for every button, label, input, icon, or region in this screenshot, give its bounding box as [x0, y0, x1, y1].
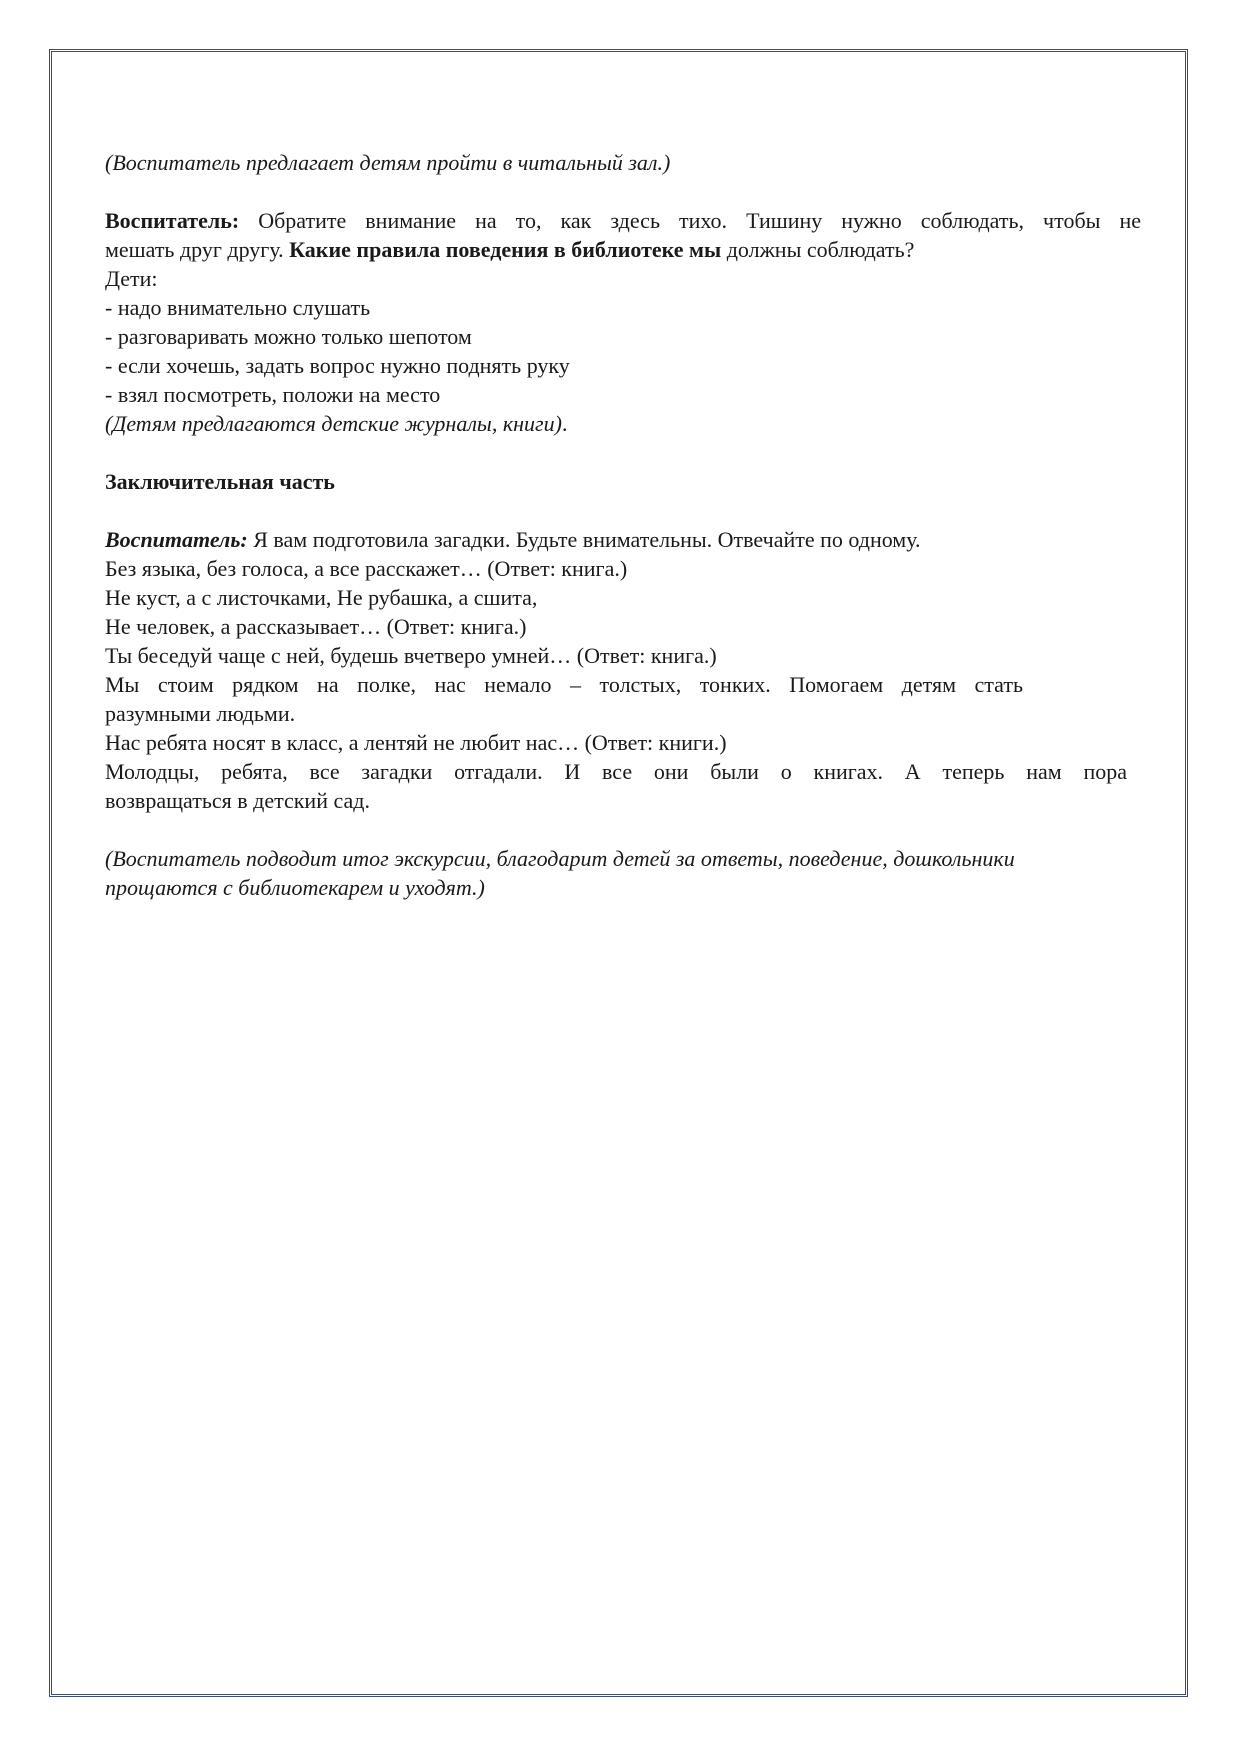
riddle-line: Мы стоим рядком на полке, нас немало – толстых, тонких. Помогаем детям стать — [105, 672, 1023, 697]
paragraph-text: Я вам подготовила загадки. Будьте внимательны. Отвечайте по одному. — [247, 527, 921, 552]
riddle-line: разумными людьми. — [105, 701, 296, 726]
stage-direction-text: (Детям предлагаются детские журналы, книги) — [105, 411, 562, 436]
paragraph-text: должны соблюдать? — [721, 237, 915, 262]
spacer — [105, 815, 1141, 844]
rule-item: - взял посмотреть, положи на место — [105, 382, 441, 407]
riddle-line: Нас ребята носят в класс, а лентяй не любит нас… (Ответ: книги.) — [105, 730, 727, 755]
speaker-label: Воспитатель: — [105, 208, 240, 233]
children-label: Дети: — [105, 266, 158, 291]
closing-line: возвращаться в детский сад. — [105, 788, 370, 813]
final-stage-direction-line-1: (Воспитатель подводит итог экскурсии, благодарит детей за ответы, поведение, дошкольники — [105, 846, 1015, 871]
paragraph-teacher-line-2 — [105, 235, 1141, 264]
stage-direction: (Воспитатель предлагает детям пройти в читальный зал.) — [105, 150, 671, 175]
bold-question: Какие правила поведения в библиотеке мы — [289, 237, 722, 262]
section-heading: Заключительная часть — [105, 469, 335, 494]
rule-item: - разговаривать можно только шепотом — [105, 324, 472, 349]
riddle-line: Ты беседуй чаще с ней, будешь вчетверо умней… (Ответ: книга.) — [105, 643, 717, 668]
rule-item: - если хочешь, задать вопрос нужно поднять руку — [105, 353, 570, 378]
riddle-line: Без языка, без голоса, а все расскажет… (Ответ: книга.) — [105, 556, 628, 581]
paragraph-teacher-riddles — [105, 525, 1141, 554]
rule-item: - надо внимательно слушать — [105, 295, 371, 320]
paragraph-teacher-line-1 — [105, 206, 1141, 235]
riddle-line: Не куст, а с листочками, Не рубашка, а сшита, — [105, 585, 538, 610]
spacer — [105, 177, 1141, 206]
riddle-line: Не человек, а рассказывает… (Ответ: книга.) — [105, 614, 527, 639]
spacer — [105, 496, 1141, 525]
spacer — [105, 438, 1141, 467]
paragraph-text: Обратите внимание на то, как здесь тихо. Тишину нужно соблюдать, чтобы не — [239, 208, 1141, 233]
punctuation: . — [561, 411, 568, 436]
speaker-label: Воспитатель: — [105, 527, 248, 552]
final-stage-direction-line-2: прощаются с библиотекарем и уходят.) — [105, 875, 485, 900]
stage-direction — [105, 409, 1141, 438]
paragraph-text: мешать друг другу. — [105, 237, 290, 262]
document-body — [105, 148, 1141, 902]
closing-line: Молодцы, ребята, все загадки отгадали. И все они были о книгах. А теперь нам пора — [105, 759, 1127, 784]
